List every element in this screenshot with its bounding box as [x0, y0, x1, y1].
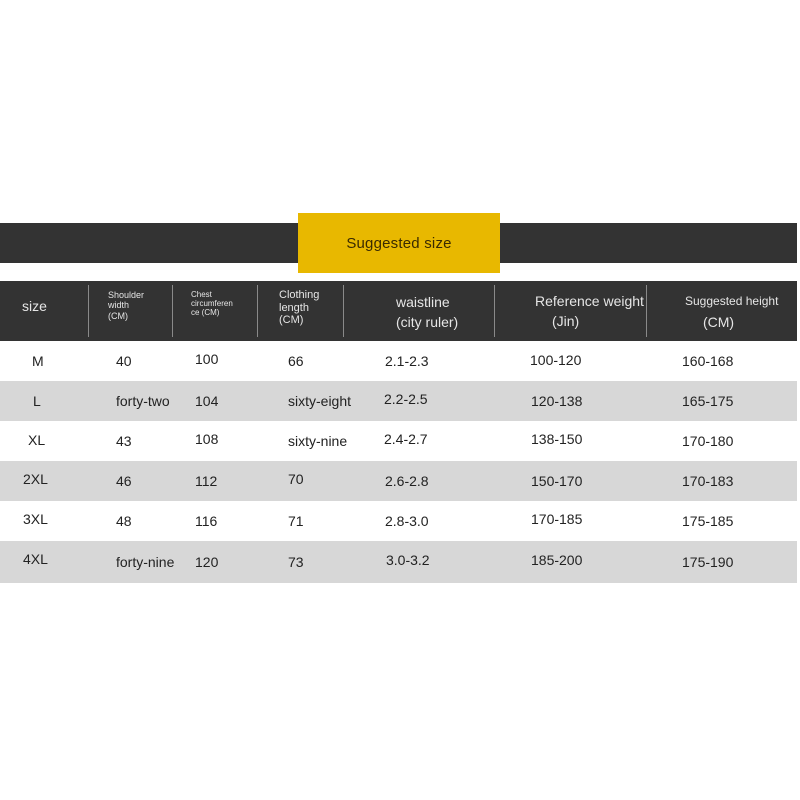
cell-size: XL	[28, 432, 46, 448]
cell-waist: 2.1-2.3	[385, 353, 429, 369]
header-waist-line1: waistline	[396, 294, 450, 310]
cell-weight: 170-185	[531, 511, 583, 527]
header-chest-line3: ce (CM)	[191, 308, 220, 318]
cell-length: 73	[288, 554, 304, 570]
cell-shoulder: 48	[116, 513, 132, 529]
cell-waist: 3.0-3.2	[386, 552, 430, 568]
cell-shoulder: 46	[116, 473, 132, 489]
cell-waist: 2.8-3.0	[385, 513, 429, 529]
cell-waist: 2.4-2.7	[384, 431, 428, 447]
table-title: Suggested size	[298, 213, 500, 273]
cell-length: 70	[288, 471, 304, 487]
cell-chest: 104	[195, 393, 219, 409]
cell-height: 175-185	[682, 513, 734, 529]
header-shoulder-line3: (CM)	[108, 310, 128, 321]
cell-shoulder: forty-two	[116, 393, 170, 409]
header-shoulder-line2: width	[108, 300, 130, 311]
header-shoulder-line1: Shoulder	[108, 290, 145, 300]
cell-size: 4XL	[23, 551, 48, 567]
header-weight-line1: Reference weight	[535, 293, 644, 309]
cell-chest: 100	[195, 351, 219, 367]
cell-waist: 2.2-2.5	[384, 391, 428, 407]
header-divider	[494, 285, 495, 337]
header-divider	[88, 285, 89, 337]
header-height-line2: (CM)	[703, 314, 735, 331]
cell-size: 2XL	[23, 471, 48, 487]
cell-weight: 120-138	[531, 393, 583, 409]
header-clothing-length	[279, 289, 319, 327]
cell-weight: 185-200	[531, 552, 583, 568]
cell-shoulder: 40	[116, 353, 132, 369]
cell-shoulder: 43	[116, 433, 132, 449]
header-divider	[343, 285, 344, 337]
table-row	[0, 501, 797, 541]
header-chest-line2: circumferen	[191, 299, 233, 309]
cell-size: L	[33, 393, 41, 409]
cell-weight: 100-120	[530, 352, 582, 368]
header-shoulder	[108, 290, 144, 321]
table-row	[0, 421, 797, 461]
table-row	[0, 541, 797, 583]
cell-height: 170-183	[682, 473, 734, 489]
header-reference-weight	[535, 291, 644, 332]
cell-length: 66	[288, 353, 304, 369]
header-weight-line2: (Jin)	[552, 313, 580, 330]
cell-size: 3XL	[23, 511, 48, 527]
cell-height: 165-175	[682, 393, 734, 409]
table-row	[0, 381, 797, 421]
cell-waist: 2.6-2.8	[385, 473, 429, 489]
cell-shoulder: forty-nine	[116, 554, 175, 570]
cell-weight: 150-170	[531, 473, 583, 489]
cell-height: 175-190	[682, 554, 734, 570]
header-suggested-height	[685, 292, 778, 334]
cell-chest: 116	[195, 513, 218, 529]
cell-chest: 108	[195, 431, 219, 447]
header-divider	[646, 285, 647, 337]
cell-size: M	[32, 353, 44, 369]
header-divider	[257, 285, 258, 337]
header-clothing-line1: Clothing	[279, 289, 320, 301]
table-header	[0, 281, 797, 341]
cell-length: 71	[288, 513, 304, 529]
header-height-line1: Suggested height	[685, 294, 779, 308]
cell-length: sixty-nine	[288, 433, 348, 449]
header-clothing-line3: (CM)	[279, 314, 304, 327]
header-clothing-line2: length	[279, 301, 309, 314]
table-row	[0, 341, 797, 381]
table-row	[0, 461, 797, 501]
cell-height: 160-168	[682, 353, 734, 369]
header-chest	[191, 290, 233, 318]
cell-height: 170-180	[682, 433, 734, 449]
cell-weight: 138-150	[531, 431, 583, 447]
cell-chest: 112	[195, 473, 218, 489]
cell-chest: 120	[195, 554, 219, 570]
header-waist-line2: (city ruler)	[396, 314, 459, 331]
header-size: size	[22, 298, 47, 314]
header-divider	[172, 285, 173, 337]
header-waistline	[396, 292, 458, 333]
header-chest-line1: Chest	[191, 290, 212, 299]
cell-length: sixty-eight	[288, 393, 352, 409]
